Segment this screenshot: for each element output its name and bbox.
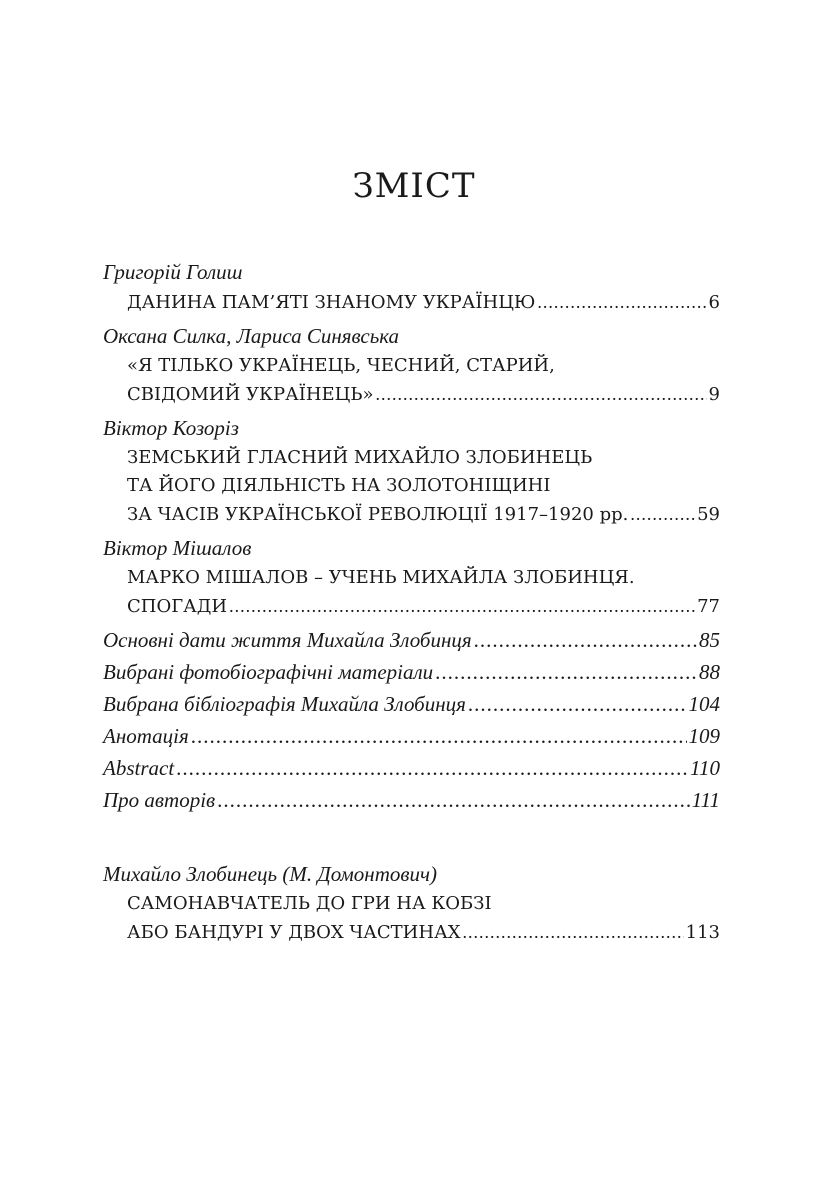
toc-author: Григорій Голиш xyxy=(103,260,243,284)
toc-line-text: ЗЕМСЬКИЙ ГЛАСНИЙ МИХАЙЛО ЗЛОБИНЕЦЬ xyxy=(127,447,593,468)
toc-page-number: 109 xyxy=(688,724,720,748)
toc-line[interactable] xyxy=(103,918,720,946)
toc-line-text: АБО БАНДУРІ У ДВОХ ЧАСТИНАХ xyxy=(127,922,461,943)
toc-page-number: 88 xyxy=(699,660,720,684)
toc-line-text: ЗА ЧАСІВ УКРАЇНСЬКОЇ РЕВОЛЮЦІЇ 1917–1920 рр. xyxy=(127,504,629,525)
toc-page-number: 104 xyxy=(688,692,720,716)
toc-section[interactable] xyxy=(103,720,720,752)
toc-line-text: СПОГАДИ xyxy=(127,596,228,617)
toc-section[interactable] xyxy=(103,752,720,784)
toc-leader-dots xyxy=(474,624,697,656)
toc-page-number: 77 xyxy=(697,596,720,617)
toc-section[interactable] xyxy=(103,656,720,688)
toc-leader-dots xyxy=(468,688,687,720)
toc-author: Оксана Силка, Лариса Синявська xyxy=(103,324,400,348)
toc-page-number: 6 xyxy=(708,292,720,313)
toc-line-text: САМОНАВЧАТЕЛЬ ДО ГРИ НА КОБЗІ xyxy=(127,893,492,914)
toc-section-title: Про авторів xyxy=(103,788,216,812)
page-title: ЗМІСТ xyxy=(352,166,476,206)
toc-line[interactable] xyxy=(103,500,720,528)
toc-leader-dots xyxy=(630,500,695,528)
toc-page-number: 113 xyxy=(685,922,720,943)
toc-leader-dots xyxy=(176,752,688,784)
toc-section-title: Основні дати життя Михайла Злобинця xyxy=(103,628,472,652)
toc-line-text: ДАНИНА ПАМ’ЯТІ ЗНАНОМУ УКРАЇНЦЮ xyxy=(127,292,536,313)
toc-section[interactable] xyxy=(103,784,720,816)
toc-line-text: ТА ЙОГО ДІЯЛЬНІСТЬ НА ЗОЛОТОНІЩИНІ xyxy=(127,475,551,496)
spacer xyxy=(103,816,720,858)
toc-section-title: Вибрані фотобіографічні матеріали xyxy=(103,660,434,684)
table-of-contents xyxy=(103,256,720,946)
toc-page-number: 110 xyxy=(690,756,720,780)
toc-author: Віктор Козоріз xyxy=(103,416,239,440)
toc-section-title: Вибрана бібліографія Михайла Злобинця xyxy=(103,692,466,716)
toc-leader-dots xyxy=(191,720,687,752)
toc-leader-dots xyxy=(229,592,695,620)
toc-section-title: Abstract xyxy=(103,756,175,780)
toc-author: Михайло Злобинець (М. Домонтович) xyxy=(103,862,438,886)
toc-leader-dots xyxy=(435,656,697,688)
toc-line[interactable] xyxy=(103,380,720,408)
toc-line[interactable] xyxy=(103,288,720,316)
toc-page-number: 9 xyxy=(708,384,720,405)
toc-section[interactable] xyxy=(103,624,720,656)
toc-page-number: 59 xyxy=(697,504,720,525)
toc-author: Віктор Мішалов xyxy=(103,536,252,560)
toc-line-text: МАРКО МІШАЛОВ – УЧЕНЬ МИХАЙЛА ЗЛОБИНЦЯ. xyxy=(127,567,635,588)
toc-line-text: «Я ТІЛЬКО УКРАЇНЕЦЬ, ЧЕСНИЙ, СТАРИЙ, xyxy=(127,355,555,376)
toc-section-title: Анотація xyxy=(103,724,189,748)
toc-entry xyxy=(103,412,720,528)
toc-line[interactable] xyxy=(103,592,720,620)
toc-entry xyxy=(103,532,720,620)
toc-line-text: СВІДОМИЙ УКРАЇНЕЦЬ» xyxy=(127,384,374,405)
toc-leader-dots xyxy=(217,784,689,816)
toc-leader-dots xyxy=(376,380,707,408)
toc-leader-dots xyxy=(537,288,706,316)
toc-entry xyxy=(103,256,720,316)
toc-section[interactable] xyxy=(103,688,720,720)
toc-page-number: 111 xyxy=(691,788,720,812)
toc-entry xyxy=(103,320,720,408)
toc-page-number: 85 xyxy=(699,628,720,652)
toc-entry-appendix xyxy=(103,858,720,946)
toc-leader-dots xyxy=(463,918,684,946)
